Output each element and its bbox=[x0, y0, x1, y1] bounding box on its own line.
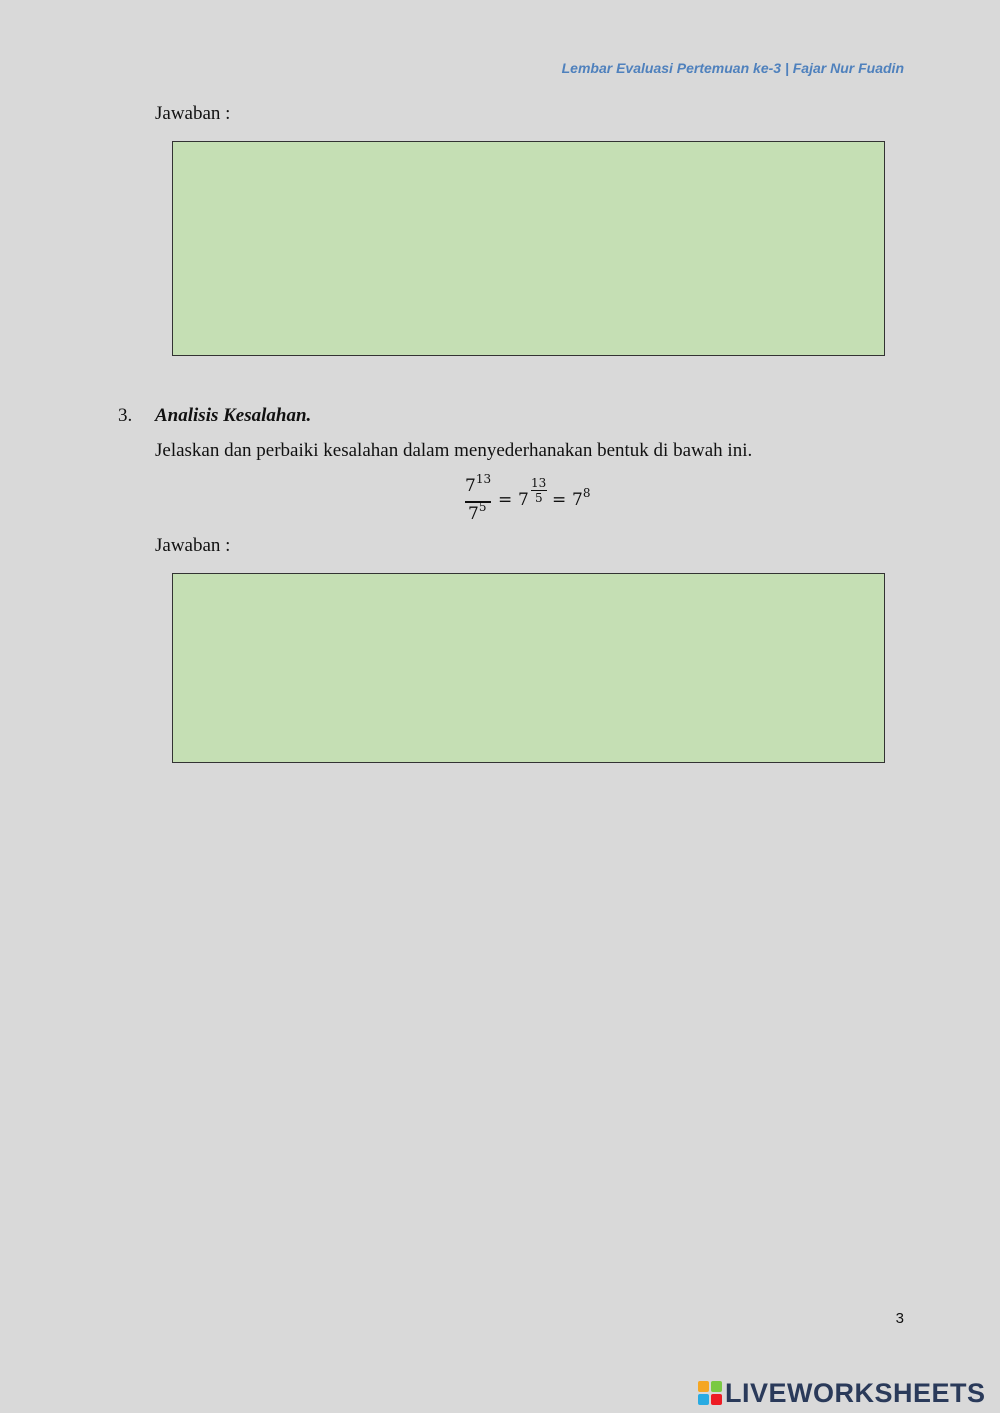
liveworksheets-logo-icon bbox=[698, 1381, 722, 1405]
equals-sign-1: = bbox=[498, 490, 513, 510]
page-number: 3 bbox=[895, 1310, 904, 1327]
liveworksheets-text: LIVEWORKSHEETS bbox=[725, 1377, 986, 1408]
question-title: Analisis Kesalahan. bbox=[155, 405, 312, 426]
page-header: Lembar Evaluasi Pertemuan ke-3 | Fajar Nur Fuadin bbox=[561, 60, 904, 76]
middle-base: 7 bbox=[518, 490, 529, 510]
liveworksheets-brand[interactable] bbox=[698, 1378, 986, 1408]
middle-exp-numerator: 13 bbox=[531, 476, 547, 490]
numerator: $7^{13}$ bbox=[465, 472, 492, 496]
exponent-formula bbox=[455, 470, 625, 530]
denominator: $7^5$ bbox=[468, 500, 487, 524]
answer-label-2: Jawaban : bbox=[155, 535, 231, 556]
result: $7^8$ bbox=[572, 486, 591, 510]
fraction-bar bbox=[465, 501, 491, 503]
answer-box-2[interactable] bbox=[172, 573, 885, 763]
answer-label-1: Jawaban : bbox=[155, 103, 231, 124]
question-number: 3. bbox=[118, 405, 133, 426]
question-text: Jelaskan dan perbaiki kesalahan dalam menyederhanakan bentuk di bawah ini. bbox=[155, 440, 753, 461]
equals-sign-2: = bbox=[552, 490, 567, 510]
answer-box-1[interactable] bbox=[172, 141, 885, 356]
middle-exp-denominator: 5 bbox=[535, 491, 543, 505]
